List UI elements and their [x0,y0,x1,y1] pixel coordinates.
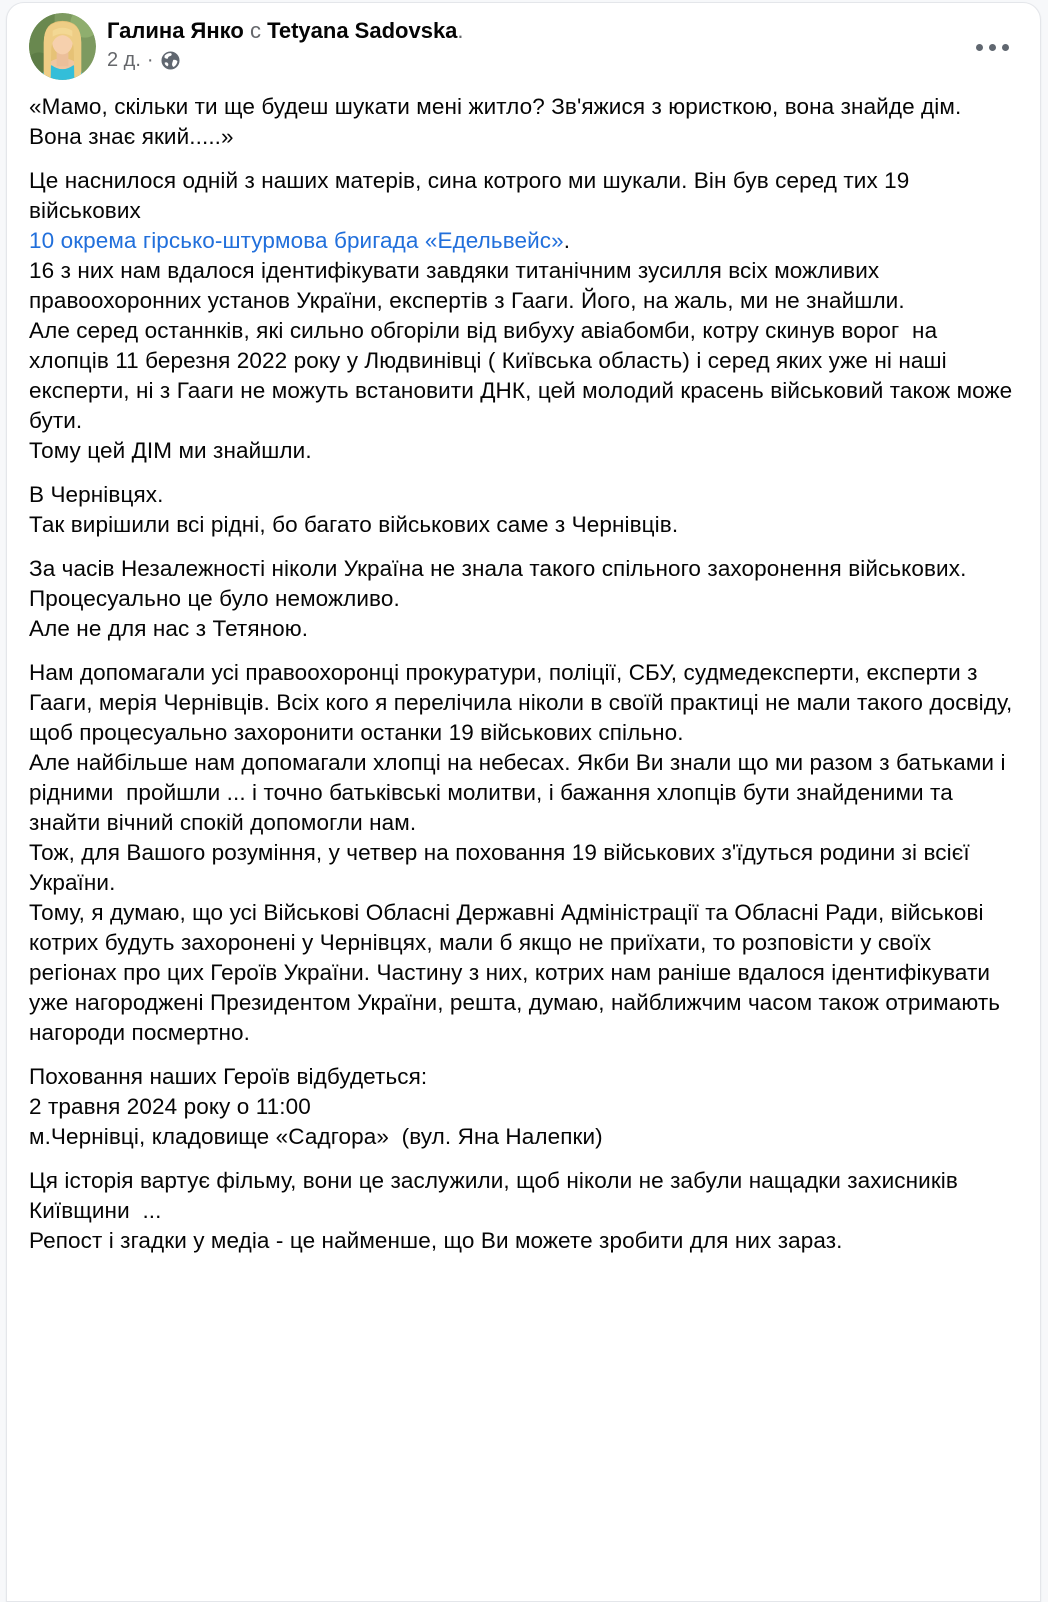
post-paragraph: Ця історія вартує фільму, вони це заслужили, щоб ніколи не забули нащадки захисників Київщини ... Репост і згадки у медіа - це найменше, що Ви можете зробити для них зараз. [29,1168,965,1253]
post-paragraph: Нам допомагали усі правоохоронці прокуратури, поліції, СБУ, судмедексперти, експерти з Гааги, мерія Чернівців. Всіх кого я перелічила ніколи в своїй практиці не мали такого досвіду, щоб процесуально захоронити останки 19 військових спільно. Але найбільше нам допомагали хлопці на небесах. Якби Ви знали що ми разом з батьками і рідними пройшли ... і точно батьківські молитви, і бажання хлопців бути знайденими та знайти вічний спокій допомогли нам. Тож, для Вашого розуміння, у четвер на поховання 19 військових з'їдуться родини зі всієї України. Тому, я думаю, що усі Військові Обласні Державні Адміністрації та Обласні Ради, військові котрих будуть захоронені у Чернівцях, мали б якщо не приїхати, то розповісти у своїх регіонах про цих Героїв України. Частину з них, котрих нам раніше вдалося ідентифікувати уже нагороджені Президентом України, решта, думаю, найближчим часом також отримають нагороди посмертно. [29,660,1019,1045]
author-name[interactable]: Галина Янко [107,18,244,43]
post-text [29,92,1018,1256]
post-paragraph: Поховання наших Героїв відбудеться: 2 травня 2024 року о 11:00 м.Чернівці, кладовище «Садгора» (вул. Яна Налепки) [29,1064,603,1149]
more-options-button[interactable] [970,25,1014,69]
meta-separator: · [146,49,154,71]
header-text [107,13,464,80]
byline-suffix: . [457,18,464,43]
ellipsis-icon [976,44,983,51]
post-paragraph: В Чернівцях. Так вирішили всі рідні, бо багато військових саме з Чернівців. [29,482,679,537]
post-paragraph: Це наснилося одній з наших матерів, сина котрого ми шукали. Він був серед тих 19 військових 10 окрема гірсько-штурмова бригада «Едельвейс». 16 з них нам вдалося ідентифікувати завдяки титанічним зусилля всіх можливих правоохоронних установ України, експертів з Гааги. Його, на жаль, ми не знайшли. Але серед останнків, які сильно обгоріли від вибуху авіабомби, котру скинув ворог на хлопців 11 березня 2022 року у Людвинівці ( Київська область) і серед яких уже ні наші експерти, ні з Гааги не можуть встановити ДНК, цей молодий красень військовий також може бути. Тому цей ДІМ ми знайшли. [29,168,1019,463]
avatar[interactable] [29,13,96,80]
byline-connector: с [249,18,261,43]
post-byline [107,16,464,45]
post-paragraph: За часів Незалежності ніколи Україна не знала такого спільного захоронення військових. Процесуально це було неможливо. Але не для нас з Тетяною. [29,556,967,641]
globe-icon [160,50,181,71]
timestamp[interactable]: 2 д. [107,49,141,71]
ellipsis-icon [1002,44,1009,51]
profile-photo [29,13,96,80]
post-meta [107,47,464,73]
coauthor-name[interactable]: Tetyana Sadovska [267,18,458,43]
post-paragraph: «Мамо, скільки ти ще будеш шукати мені житло? Зв'яжися з юристкою, вона знайде дім. Вона знає який.....» [29,94,968,149]
post-card [6,2,1041,1602]
ellipsis-icon [989,44,996,51]
post-header [29,13,1018,80]
brigade-link[interactable]: 10 окрема гірсько-штурмова бригада «Едельвейс» [29,228,564,253]
